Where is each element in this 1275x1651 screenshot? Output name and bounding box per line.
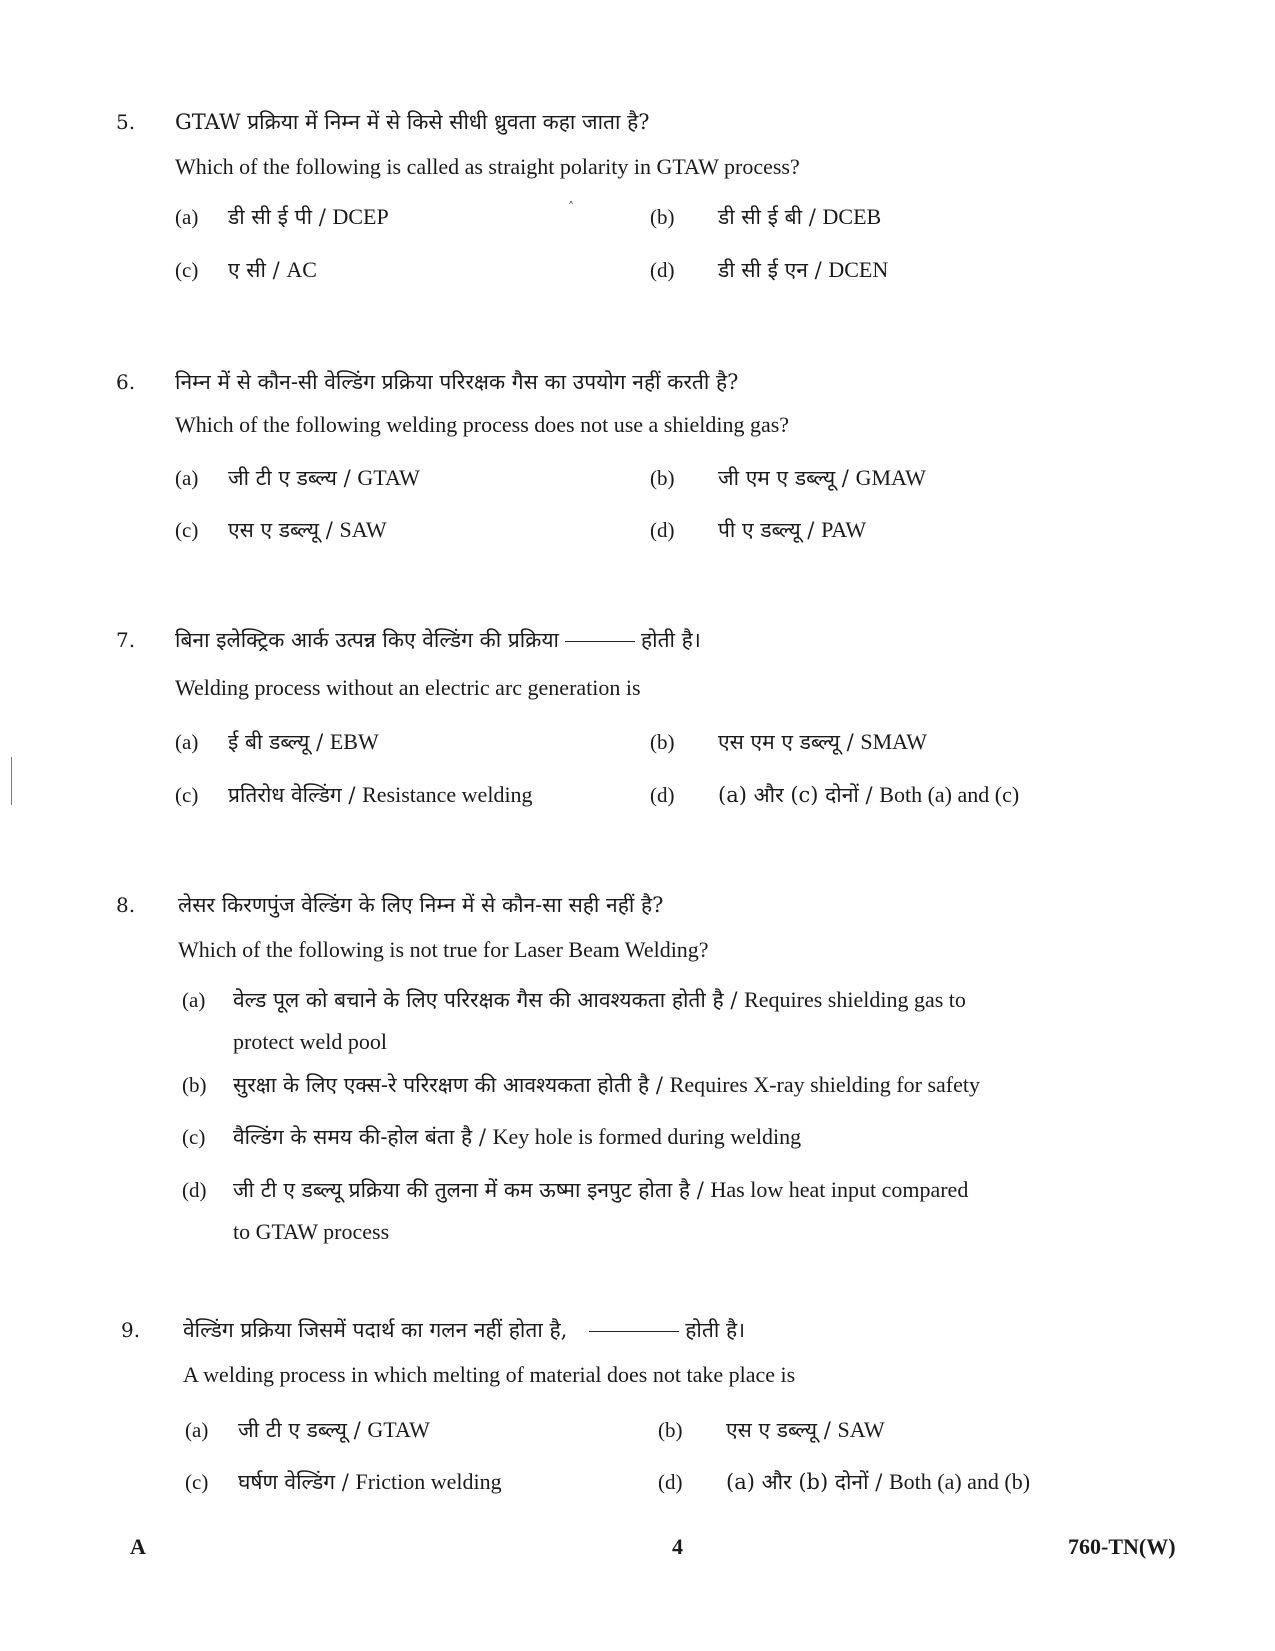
question-text-hindi: GTAW प्रक्रिया में निम्न में से किसे सीधी ध्रुवता कहा जाता है?	[175, 110, 650, 134]
question-number: 8.	[116, 893, 136, 917]
option-text: (a) और (b) दोनों / Both (a) and (b)	[726, 1469, 1031, 1494]
question-text-english: A welding process in which melting of material does not take place is	[183, 1362, 796, 1387]
option-text: एस ए डब्ल्यू / SAW	[726, 1417, 885, 1442]
option-label: (d)	[650, 258, 675, 282]
question-text-hindi: बिना इलेक्ट्रिक आर्क उत्पन्न किए वेल्डिंग की प्रक्रिया होती है।	[175, 628, 701, 652]
stray-mark: ˄	[568, 200, 574, 214]
option-text: ए सी / AC	[228, 257, 317, 282]
question-text-english: Which of the following welding process does not use a shielding gas?	[175, 412, 790, 437]
option-label: (a)	[175, 205, 199, 229]
paper-code: 760-TN(W)	[1068, 1534, 1176, 1559]
option-text: डी सी ई एन / DCEN	[718, 257, 889, 282]
question-text-english: Which of the following is not true for Laser Beam Welding?	[178, 937, 709, 962]
option-text: जी टी ए डब्ल्यू प्रक्रिया की तुलना में कम ऊष्मा इनपुट होता है / Has low heat input compared	[233, 1177, 969, 1202]
option-text: एस एम ए डब्ल्यू / SMAW	[718, 729, 928, 754]
question-number: 6.	[116, 370, 136, 394]
option-text: एस ए डब्ल्यू / SAW	[228, 517, 387, 542]
option-label: (b)	[658, 1418, 683, 1442]
option-label: (c)	[175, 258, 199, 282]
option-label: (b)	[182, 1073, 207, 1097]
question-text-english: Welding process without an electric arc generation is	[175, 675, 641, 700]
option-label: (a)	[182, 988, 206, 1012]
question-number: 9.	[121, 1318, 141, 1342]
fill-in-blank	[589, 1331, 679, 1332]
option-text: सुरक्षा के लिए एक्स-रे परिरक्षण की आवश्यकता होती है / Requires X-ray shielding for safety	[233, 1072, 980, 1097]
question-number: 5.	[116, 110, 136, 134]
option-text: डी सी ई बी / DCEB	[718, 204, 882, 229]
option-text: (a) और (c) दोनों / Both (a) and (c)	[718, 782, 1020, 807]
option-label: (b)	[650, 466, 675, 490]
option-label: (c)	[175, 518, 199, 542]
option-text: वेल्ड पूल को बचाने के लिए परिरक्षक गैस की आवश्यकता होती है / Requires shielding gas to	[233, 987, 966, 1012]
fill-in-blank	[565, 641, 635, 642]
option-label: (a)	[175, 466, 199, 490]
option-label: (b)	[650, 730, 675, 754]
option-label: (c)	[185, 1470, 209, 1494]
option-text: प्रतिरोध वेल्डिंग / Resistance welding	[228, 782, 533, 807]
question-text-hindi: लेसर किरणपुंज वेल्डिंग के लिए निम्न में से कौन-सा सही नहीं है?	[178, 893, 664, 917]
option-text: जी टी ए डब्ल्य / GTAW	[228, 465, 420, 490]
option-text: पी ए डब्ल्यू / PAW	[718, 517, 867, 542]
option-text: घर्षण वेल्डिंग / Friction welding	[238, 1469, 502, 1494]
option-text: डी सी ई पी / DCEP	[228, 204, 389, 229]
option-text: जी एम ए डब्ल्यू / GMAW	[718, 465, 926, 490]
question-text-english: Which of the following is called as straight polarity in GTAW process?	[175, 154, 800, 179]
option-text-continuation: to GTAW process	[233, 1219, 390, 1244]
option-label: (a)	[175, 730, 199, 754]
option-label: (d)	[182, 1178, 207, 1202]
question-number: 7.	[116, 628, 136, 652]
option-text-continuation: protect weld pool	[233, 1029, 387, 1054]
option-label: (a)	[185, 1418, 209, 1442]
option-label: (d)	[650, 518, 675, 542]
option-text: ई बी डब्ल्यू / EBW	[228, 729, 379, 754]
option-label: (d)	[650, 783, 675, 807]
option-label: (b)	[650, 205, 675, 229]
question-text-hindi: निम्न में से कौन-सी वेल्डिंग प्रक्रिया परिरक्षक गैस का उपयोग नहीं करती है?	[175, 370, 739, 394]
option-text: जी टी ए डब्ल्यू / GTAW	[238, 1417, 430, 1442]
option-label: (c)	[182, 1125, 206, 1149]
option-label: (c)	[175, 783, 199, 807]
option-text: वैल्डिंग के समय की-होल बंता है / Key hole is formed during welding	[233, 1124, 802, 1149]
question-text-hindi: वेल्डिंग प्रक्रिया जिसमें पदार्थ का गलन नहीं होता है, होती है।	[183, 1318, 746, 1342]
page-number: 4	[672, 1534, 683, 1559]
option-label: (d)	[658, 1470, 683, 1494]
series-code: A	[130, 1534, 146, 1559]
margin-mark	[11, 757, 12, 805]
